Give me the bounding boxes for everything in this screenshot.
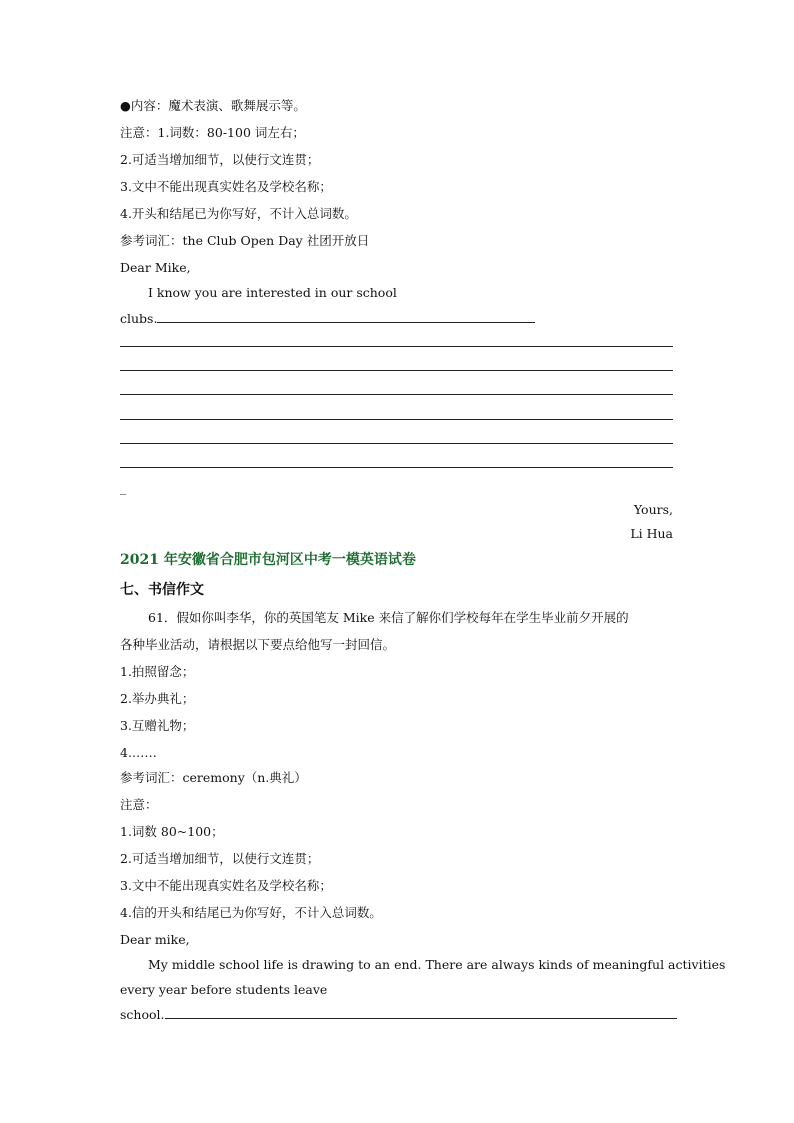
note-2: 2.可适当增加细节，以使行文连贯； — [120, 152, 320, 167]
letter-closing: Yours, — [633, 502, 673, 517]
letter-opening-continued — [120, 310, 535, 327]
trailing-dash: _ — [120, 480, 127, 495]
writing-line[interactable] — [120, 370, 673, 371]
prompt-line-1: 61．假如你叫李华，你的英国笔友 Mike 来信了解你们学校每年在学生毕业前夕开展的 — [148, 610, 629, 625]
notes-label: 注意： — [120, 797, 158, 812]
letter2-opening-end — [120, 1006, 677, 1023]
note-1: 注意：1.词数：80-100 词左右； — [120, 125, 305, 140]
writing-line[interactable] — [120, 394, 673, 395]
answer-blank[interactable] — [157, 310, 535, 323]
letter-opening: I know you are interested in our school — [148, 285, 397, 300]
point-4: 4.…… — [120, 745, 157, 760]
exam-title: 2021 年安徽省合肥市包河区中考一模英语试卷 — [120, 552, 416, 568]
content-item: ●内容：魔术表演、歌舞展示等。 — [120, 98, 306, 113]
point-1: 1.拍照留念； — [120, 664, 195, 679]
reference-vocab: 参考词汇：the Club Open Day 社团开放日 — [120, 233, 370, 248]
letter2-greeting: Dear mike, — [120, 932, 190, 947]
writing-line[interactable] — [120, 346, 673, 347]
note-3: 3.文中不能出现真实姓名及学校名称； — [120, 179, 332, 194]
letter2-opening: My middle school life is drawing to an end. There are always kinds of meaningful activities — [148, 957, 726, 972]
point-3: 3.互赠礼物； — [120, 718, 195, 733]
opening-end-text: school. — [120, 1007, 165, 1022]
part-title: 七、书信作文 — [120, 582, 204, 598]
point-2: 2.举办典礼； — [120, 691, 195, 706]
note2-1: 1.词数 80~100； — [120, 824, 224, 839]
writing-line[interactable] — [120, 419, 673, 420]
writing-line[interactable] — [120, 467, 673, 468]
answer-blank-2[interactable] — [165, 1006, 677, 1019]
letter-greeting: Dear Mike, — [120, 260, 191, 275]
note2-2: 2.可适当增加细节，以使行文连贯； — [120, 851, 320, 866]
prompt-line-2: 各种毕业活动，请根据以下要点给他写一封回信。 — [120, 637, 396, 652]
writing-line[interactable] — [120, 443, 673, 444]
letter-signature: Li Hua — [630, 526, 673, 541]
letter2-opening-continued: every year before students leave — [120, 982, 328, 997]
opening-continued-text: clubs. — [120, 311, 158, 326]
note2-3: 3.文中不能出现真实姓名及学校名称； — [120, 878, 332, 893]
note-4: 4.开头和结尾已为你写好，不计入总词数。 — [120, 206, 357, 221]
reference-vocab-2: 参考词汇：ceremony（n.典礼） — [120, 770, 307, 785]
note2-4: 4.信的开头和结尾已为你写好，不计入总词数。 — [120, 905, 382, 920]
